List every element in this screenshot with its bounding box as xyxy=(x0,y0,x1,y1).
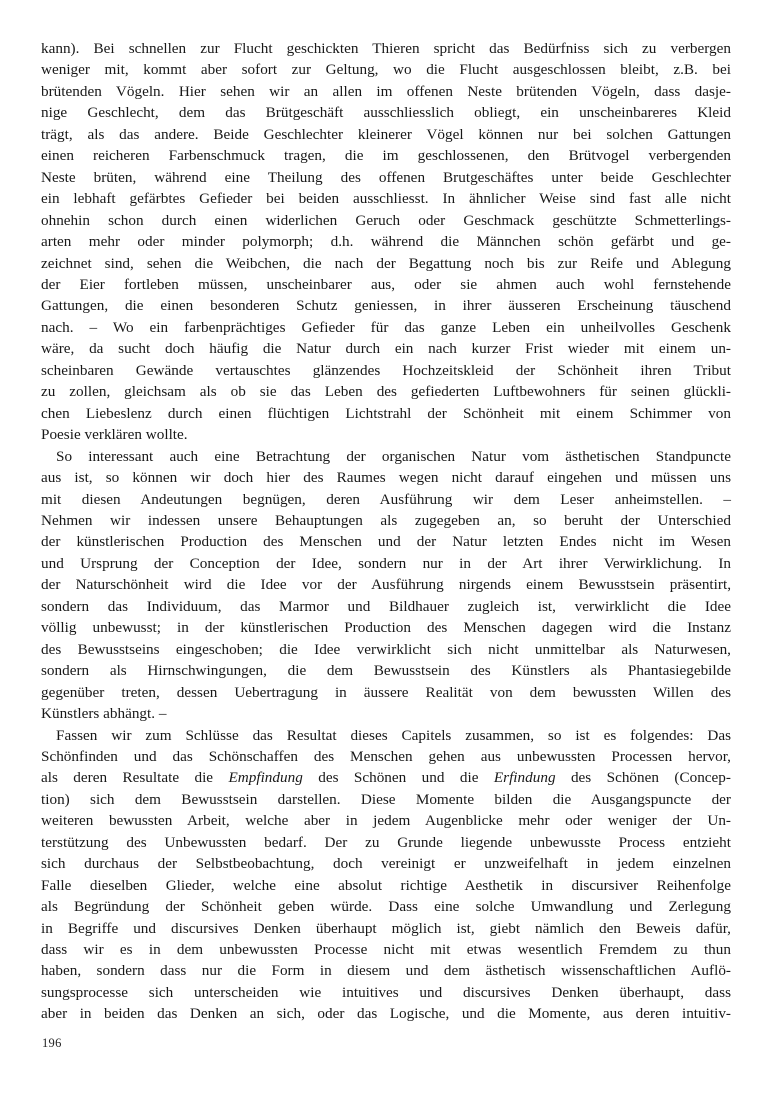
text-line: arten mehr oder minder polymorph; d.h. während die Männchen schön gefärbt und ge- xyxy=(41,233,731,251)
text-line: sich durchaus der Selbstbeobachtung, doch vereinigt er unzweifelhaft in jedem einzelnen xyxy=(41,855,731,873)
text-line: chen Liebeslenz durch einen flüchtigen Lichtstrahl der Schönheit mit einem Schimmer von xyxy=(41,404,731,422)
text-line: Schönfinden und das Schönschaffen des Menschen gehen aus unbewussten Processen hervor, xyxy=(41,747,731,765)
text-line: ohnehin schon durch einen widerlichen Geruch oder Geschmack geschützte Schmetterlings- xyxy=(41,211,731,229)
text-line: sondern das Individuum, das Marmor und Bildhauer zugleich ist, verwirklicht die Idee xyxy=(41,597,731,615)
text-line: sungsprocesse sich unterscheiden wie intuitives und discursives Denken überhaupt, dass xyxy=(41,983,731,1001)
text-line: zeichnet sind, sehen die Weibchen, die nach der Begattung noch bis zur Reife und Ablegung xyxy=(41,254,731,272)
text-line: aus ist, so können wir doch hier des Raumes wegen nicht darauf eingehen und müssen uns xyxy=(41,469,731,487)
paragraph-3 xyxy=(41,725,731,1025)
text-line: haben, sondern dass nur die Form in diesem und dem ästhetisch wissenschaftlichen Auflö- xyxy=(41,962,731,980)
text-line: einen reicheren Farbenschmuck tragen, die im geschlossenen, den Brütvogel verbergenden xyxy=(41,147,731,165)
text-line: terstützung des Unbewussten bedarf. Der zu Grunde liegende unbewusste Process entzieht xyxy=(41,833,731,851)
text-line: So interessant auch eine Betrachtung der organischen Natur vom ästhetischen Standpuncte xyxy=(56,447,731,465)
text-line: weiteren bewussten Arbeit, welche aber in jedem Augenblicke mehr oder weniger der Un- xyxy=(41,812,731,830)
text-line: nach. – Wo ein farbenprächtiges Gefieder für das ganze Leben ein unheilvolles Geschenk xyxy=(41,318,731,336)
text-line: aber in beiden das Denken an sich, oder das Logische, und die Momente, aus deren intuitiv- xyxy=(41,1005,731,1023)
text-line: nige Geschlecht, dem das Brütgeschäft ausschliesslich obliegt, ein unscheinbareres Kleid xyxy=(41,104,731,122)
text-line: Gattungen, die einen besonderen Schutz geniessen, in ihrer äusseren Erscheinung täuschend xyxy=(41,297,731,315)
text-line: tion) sich dem Bewusstsein darstellen. Diese Momente bilden die Ausgangspuncte der xyxy=(41,790,731,808)
text-line: der Naturschönheit wird die Idee vor der Ausführung nirgends einem Bewusstsein präsentirt, xyxy=(41,576,731,594)
page-number: 196 xyxy=(42,1036,62,1050)
text-line: wäre, da sucht doch häufig die Natur durch ein nach kurzer Frist wieder mit einem un- xyxy=(41,340,731,358)
text-line: mit diesen Andeutungen begnügen, deren Ausführung wir dem Leser anheimstellen. – xyxy=(41,490,731,508)
text-line: als deren Resultate die Empfindung des Schönen und die Erfindung des Schönen (Concep- xyxy=(41,769,731,787)
text-line: und Ursprung der Conception der Idee, sondern nur in der Art ihrer Verwirklichung. In xyxy=(41,554,731,572)
text-line: der Eier fortleben müssen, unscheinbarer aus, oder sie ahmen auch wohl fernstehende xyxy=(41,275,731,293)
text-line: Neste brüten, während eine Theilung des offenen Brutgeschäftes unter beide Geschlechter xyxy=(41,168,731,186)
text-line: des Bewusstseins eingeschoben; die Idee verwirklicht sich nicht unmittelbar als Naturwesen, xyxy=(41,640,731,658)
text-line: scheinbaren Gewände vertauschtes glänzendes Hochzeitskleid der Schönheit ihren Tribut xyxy=(41,361,731,379)
text-line: sondern als Hirnschwingungen, die dem Bewusstsein des Künstlers als Phantasiegebilde xyxy=(41,662,731,680)
text-line: als Begründung der Schönheit geben würde. Dass eine solche Umwandlung und Zerlegung xyxy=(41,898,731,916)
text-line: gegenüber treten, dessen Uebertragung in äussere Realität von dem bewussten Willen des xyxy=(41,683,731,701)
text-line: dass wir es in dem unbewussten Processe nicht mit etwas wesentlich Fremdem zu thun xyxy=(41,941,731,959)
text-line: brütenden Vögeln. Hier sehen wir an allen im offenen Neste brütenden Vögeln, dass dasje- xyxy=(41,82,731,100)
text-line: völlig unbewusst; in der künstlerischen Production des Menschen dagegen wird die Instanz xyxy=(41,619,731,637)
text-line: Nehmen wir indessen unsere Behauptungen als zugegeben an, so beruht der Unterschied xyxy=(41,511,731,529)
text-line: kann). Bei schnellen zur Flucht geschickten Thieren spricht das Bedürfniss sich zu verbergen xyxy=(41,40,731,57)
text-line: Falle dieselben Glieder, welche eine absolut richtige Aesthetik in discursiver Reihenfolge xyxy=(41,876,731,894)
paragraph-1 xyxy=(41,38,731,446)
text-line: Poesie verklären wollte. xyxy=(41,426,188,444)
text-line: trägt, als das andere. Beide Geschlechter kleinerer Vögel können nur bei solchen Gattungen xyxy=(41,125,731,143)
text-line: Fassen wir zum Schlüsse das Resultat dieses Capitels zusammen, so ist es folgendes: Das xyxy=(56,726,731,744)
text-line: Künstlers abhängt. – xyxy=(41,705,167,723)
page-text xyxy=(41,38,731,1025)
text-line: zu zollen, gleichsam als ob sie das Leben des gefiederten Luftbewohners für seinen glückli- xyxy=(41,383,731,401)
text-line: der künstlerischen Production des Menschen und der Natur letzten Endes nicht im Wesen xyxy=(41,533,731,551)
paragraph-2 xyxy=(41,446,731,725)
text-line: ein lebhaft gefärbtes Gefieder bei beiden ausschliesst. In ähnlicher Weise sind fast alle nicht xyxy=(41,190,731,208)
text-line: in Begriffe und discursives Denken überhaupt möglich ist, giebt nämlich den Beweis dafür, xyxy=(41,919,731,937)
text-line: weniger mit, kommt aber sofort zur Geltung, wo die Flucht ausgeschlossen bleibt, z.B. bei xyxy=(41,61,731,79)
